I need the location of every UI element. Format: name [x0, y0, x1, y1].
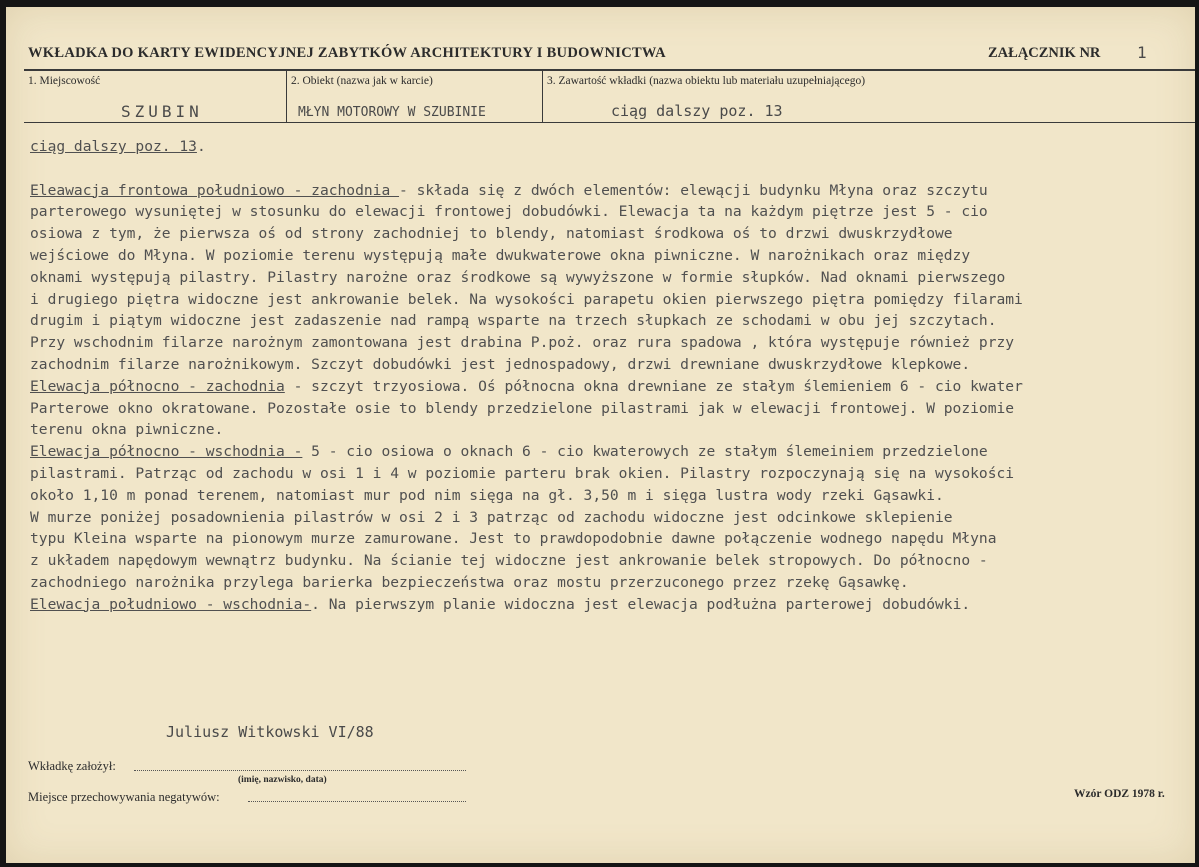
line-text: pilastrami. Patrząc od zachodu w osi 1 i 4 w poziomie parteru brak okien. Pilastry rozpoczynają się na wysokości [30, 464, 1015, 482]
header-rule [24, 69, 1195, 71]
line-text: - szczyt trzyosiowa. Oś północna okna drewniane ze stałym ślemieniem 6 - cio kwater [284, 377, 1023, 395]
line-text: terenu okna piwniczne. [30, 421, 224, 439]
line-text: . Na pierwszym planie widoczna jest elewacja podłużna parterowej dobudówki. [311, 595, 971, 613]
line-text: zachodniego narożnika przylega barierka bezpieczeństwa oraz mostu przerzuconego przez rzekę Gąsawkę. [30, 573, 909, 591]
wkladke-label: Wkładkę założył: [28, 759, 116, 773]
description-text [30, 136, 1195, 616]
miejsce-dotted-line [248, 801, 466, 802]
text-line [30, 594, 1195, 616]
line-text: W murze poniżej posadownienia pilastrów w osi 2 i 3 patrząc od zachodu widoczne jest odcinkowe sklepienie [30, 508, 953, 526]
text-line [30, 528, 1195, 550]
line-text: . [196, 138, 206, 155]
text-line [30, 310, 1195, 332]
text-line [30, 550, 1195, 572]
section-heading: Elewacja północno - wschodnia - [30, 443, 303, 461]
text-line [30, 136, 1195, 158]
wkladke-dotted-line [134, 770, 466, 771]
miejsce-label: Miejsce przechowywania negatywów: [28, 790, 220, 804]
text-line [30, 441, 1195, 463]
section-heading: Elewacja południowo - wschodnia- [30, 595, 312, 613]
text-line [30, 201, 1195, 223]
text-line [30, 419, 1195, 441]
text-line [30, 354, 1195, 376]
line-text: drugim i piątym widoczne jest zadaszenie nad rampą wsparte na trzech słupkach ze schodami w obu jej szczytach. [30, 312, 997, 330]
text-line [30, 485, 1195, 507]
zawartosc-label: 3. Zawartość wkładki (nazwa obiektu lub materiału uzupełniającego) [547, 75, 866, 87]
attachment-label: ZAŁĄCZNIK NR [988, 45, 1101, 61]
text-line [30, 572, 1195, 594]
line-text: i drugiego piętra widoczne jest ankrowanie belek. Na wysokości parapetu okien pierwszego piętra pomiędzy filarami [30, 290, 1023, 308]
field-divider-2 [542, 69, 543, 123]
zawartosc-value: ciąg dalszy poz. 13 [611, 102, 783, 120]
line-text: typu Kleina wsparte na pionowym murze zamurowane. Jest to prawdopodobnie dawne połączenie wodnego napędu Młyna [30, 530, 997, 548]
line-text: oknami występują pilastry. Pilastry narożne oraz środkowe są wywyższone w formie słupków. Nad oknami pierwszego [30, 268, 1006, 286]
line-text: - składa się z dwóch elementów: elewącji budynku Młyna oraz szczytu [399, 181, 988, 199]
text-line [30, 463, 1195, 485]
text-line [30, 289, 1195, 311]
form-title: WKŁADKA DO KARTY EWIDENCYJNEJ ZABYTKÓW ARCHITEKTURY I BUDOWNICTWA [28, 45, 666, 61]
section-heading: ciąg dalszy poz. 13 [30, 138, 197, 155]
text-line [30, 180, 1195, 202]
attachment-number: 1 [1137, 43, 1147, 62]
line-text: około 1,10 m ponad terenem, natomiast mur pod nim sięga na gł. 3,50 m i sięga lustra wody rzeki Gąsawki. [30, 486, 944, 504]
line-text: Przy wschodnim filarze narożnym zamontowana jest drabina P.poż. oraz rura spadowa , która występuje również przy [30, 334, 1015, 352]
section-heading: Elewacja północno - zachodnia [30, 377, 285, 395]
line-text: z układem napędowym wewnątrz budynku. Na ścianie tej widoczne jest ankrowanie belek stropowych. Do północno - [30, 552, 988, 570]
text-line [30, 398, 1195, 420]
line-text: osiowa z tym, że pierwsza oś od strony zachodniej to blendy, natomiast środkowa oś to drzwi dwuskrzydłowe [30, 225, 953, 243]
wkladke-sublabel: (imię, nazwisko, data) [238, 775, 327, 785]
line-text: Parterowe okno okratowane. Pozostałe osie to blendy przedzielone pilastrami jak w elewacji frontowej. W poziomie [30, 399, 1015, 417]
miejscowosc-value: SZUBIN [121, 102, 203, 121]
line-text: wejściowe do Młyna. W poziomie terenu występują małe dwukwaterowe okna piwniczne. W narożnikach oraz między [30, 246, 971, 264]
section-heading: Eleawacja frontowa południowo - zachodnia [30, 181, 400, 199]
fields-rule [24, 122, 1195, 123]
line-text: parterowego wysuniętej w stosunku do elewacji frontowej dobudówki. Elewacja ta na każdym piętrze jest 5 - cio [30, 203, 988, 221]
text-line [30, 507, 1195, 529]
text-line [30, 158, 1195, 180]
text-line [30, 245, 1195, 267]
line-text: 5 - cio osiowa o oknach 6 - cio kwaterowych ze stałym ślemeiniem przedzielone [302, 443, 988, 461]
text-line [30, 223, 1195, 245]
line-text: zachodnim filarze narożnikowym. Szczyt dobudówki jest jednospadowy, drzwi drewniane dwuskrzydłowe klepkowe. [30, 355, 971, 373]
text-line [30, 376, 1195, 398]
obiekt-label: 2. Obiekt (nazwa jak w karcie) [291, 75, 433, 87]
text-line [30, 267, 1195, 289]
text-line [30, 332, 1195, 354]
author-signature: Juliusz Witkowski VI/88 [166, 723, 374, 741]
miejscowosc-label: 1. Miejscowość [28, 75, 101, 87]
form-version: Wzór ODZ 1978 r. [1074, 788, 1165, 800]
field-divider-1 [286, 69, 287, 123]
record-card [6, 7, 1195, 863]
obiekt-value: MŁYN MOTOROWY W SZUBINIE [298, 105, 486, 120]
